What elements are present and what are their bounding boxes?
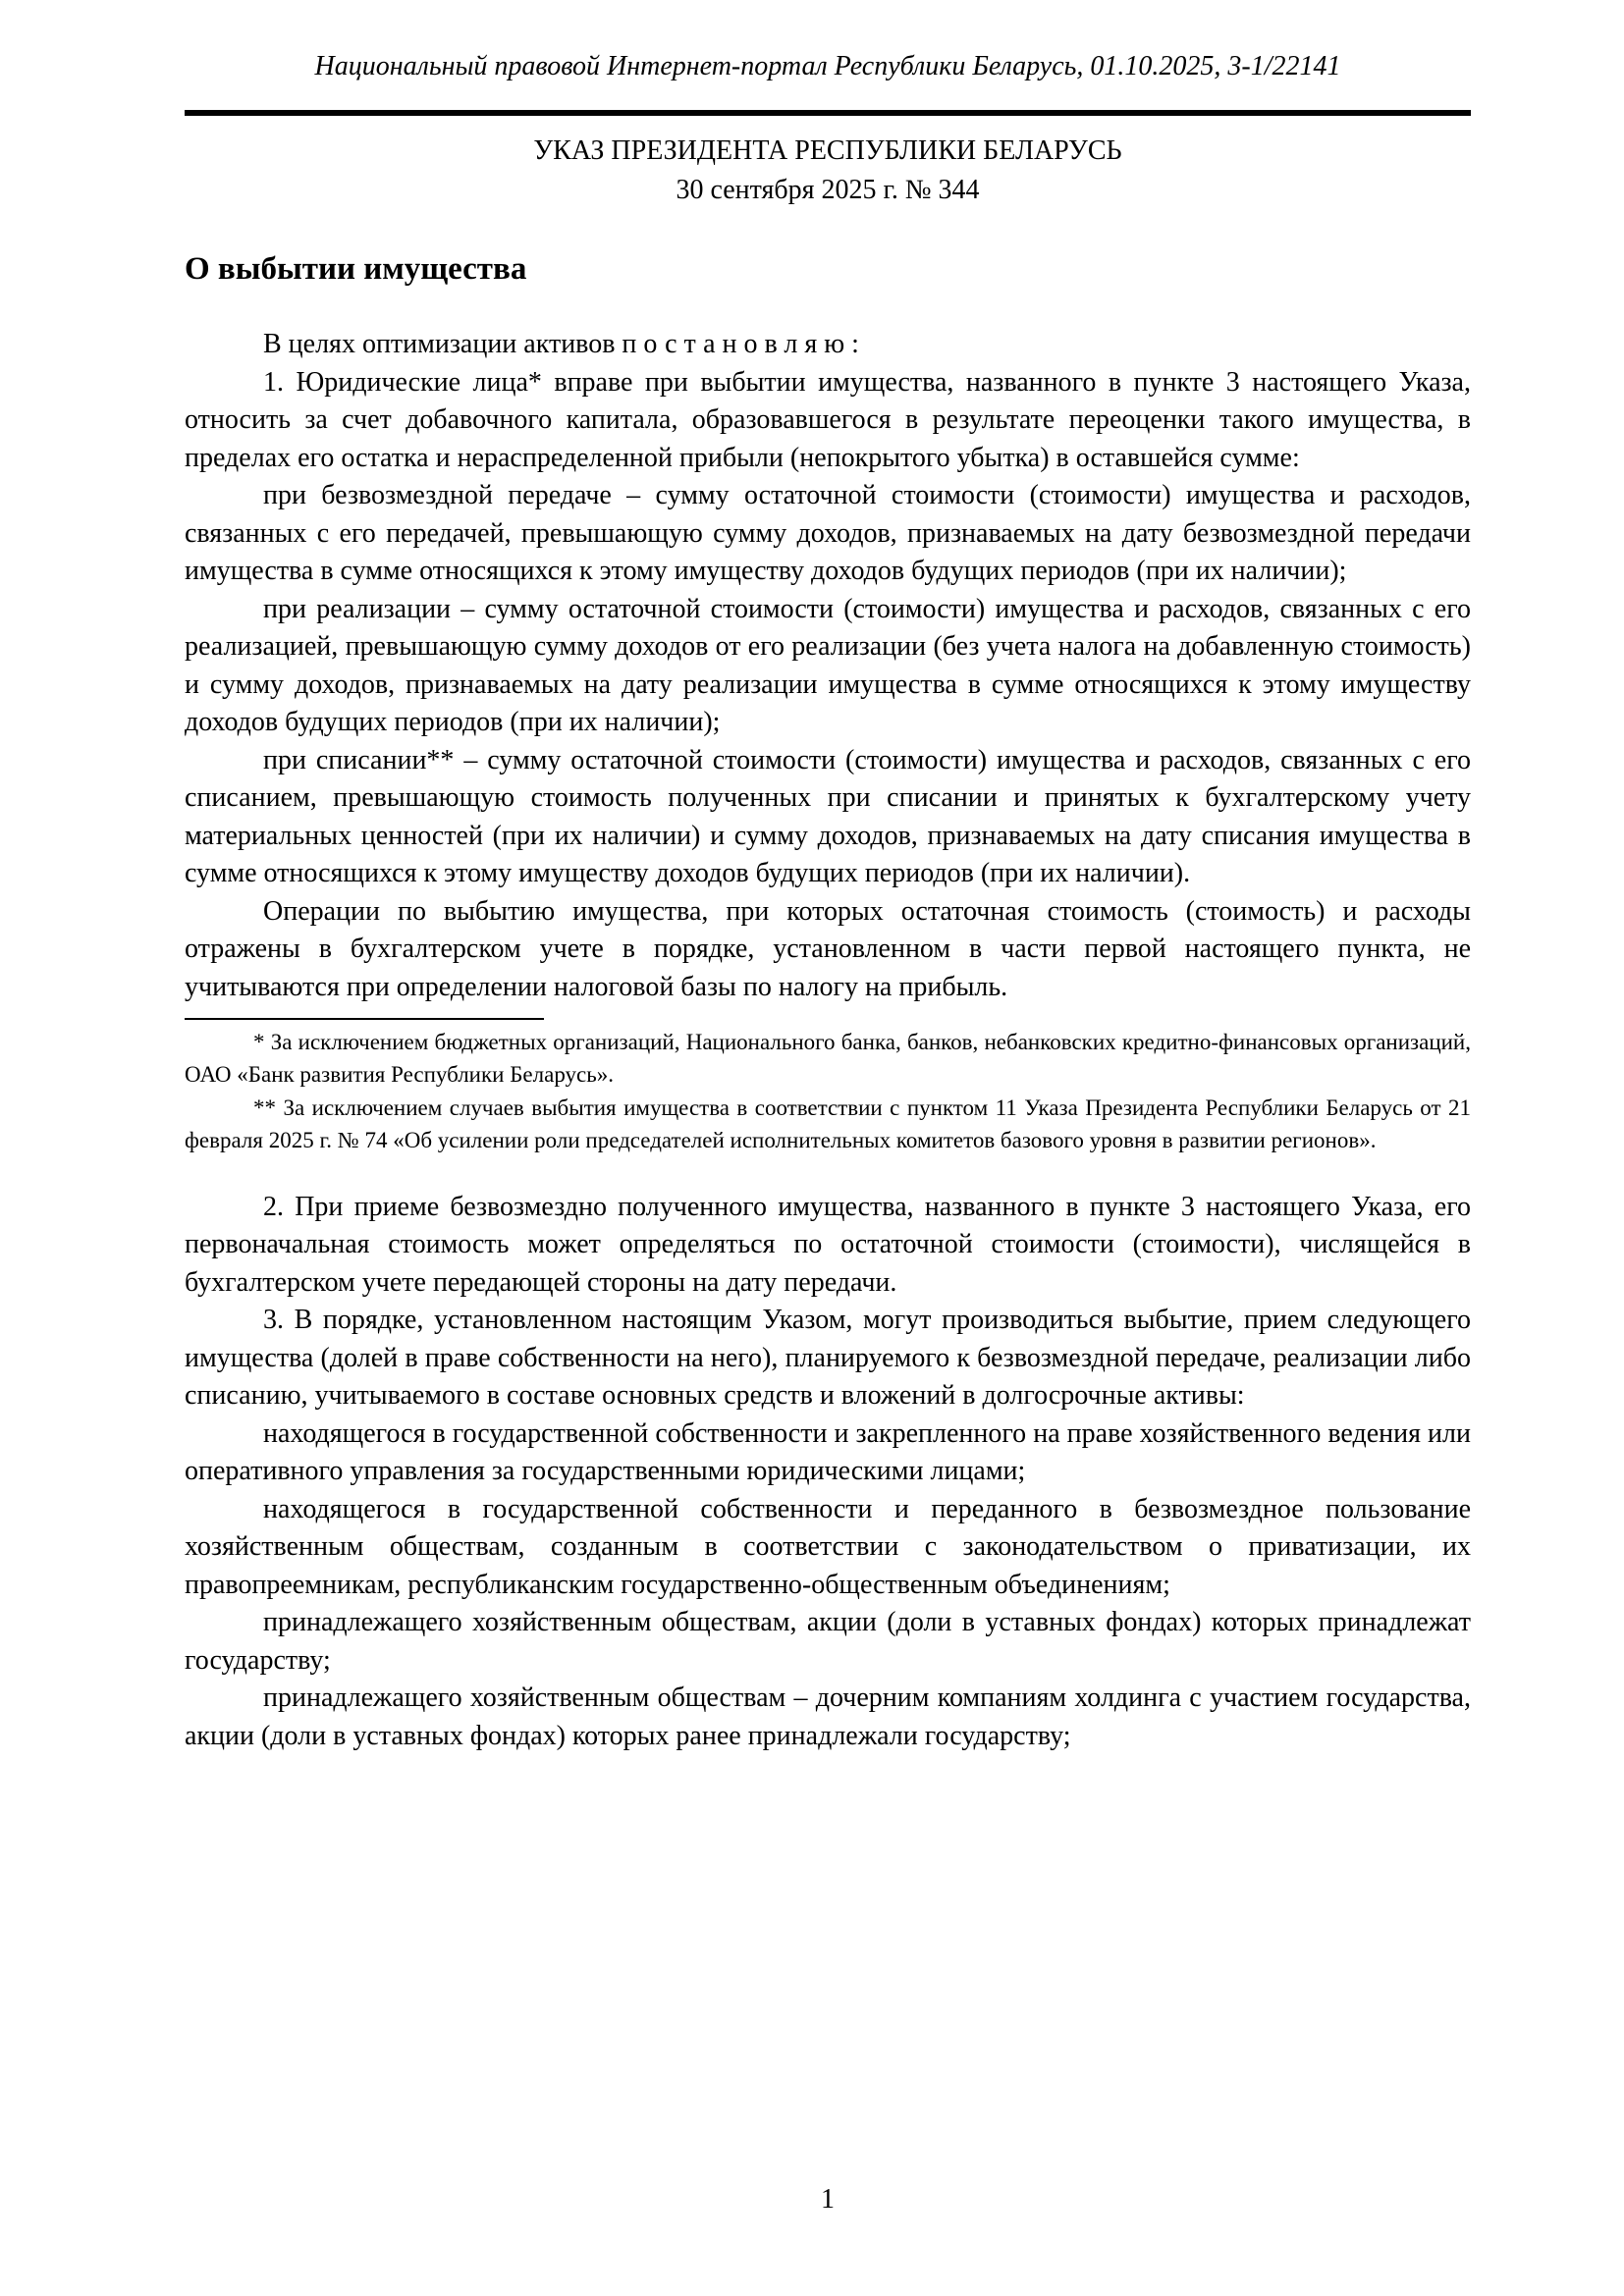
decree-heading: УКАЗ ПРЕЗИДЕНТА РЕСПУБЛИКИ БЕЛАРУСЬ [533, 135, 1122, 166]
body-paragraph: при реализации – сумму остаточной стоимости (стоимости) имущества и расходов, связанных с его реализацией, превышающую сумму доходов от его реализации (без учета налога на добавленную стоимость) и сумму доходов, признаваемых на дату реализации имущества в сумме относящихся к этому имуществу доходов будущих периодов (при их наличии); [185, 593, 1471, 737]
page-number: 1 [821, 2184, 835, 2215]
intro-spaced-word: постановляю: [622, 329, 866, 359]
document-title: О выбытии имущества [185, 251, 527, 287]
footnote-separator [185, 1018, 544, 1020]
body-paragraph: 3. В порядке, установленном настоящим Указом, могут производиться выбытие, прием следующего имущества (долей в праве собственности на него), планируемого к безвозмездной передаче, реализации либо списанию, учитываемого в составе основных средств и вложений в долгосрочные активы: [185, 1305, 1471, 1412]
masthead: Национальный правовой Интернет-портал Республики Беларусь, 01.10.2025, 3-1/22141 [314, 51, 1341, 81]
decree-date-number: 30 сентября 2025 г. № 344 [676, 175, 980, 205]
body-paragraph-intro [185, 326, 1471, 364]
body-text [185, 326, 1471, 1755]
body-paragraph: при списании** – сумму остаточной стоимости (стоимости) имущества и расходов, связанных с его списанием, превышающую стоимость полученных при списании и принятых к бухгалтерскому учету материальных ценностей (при их наличии) и сумму доходов, признаваемых на дату списания имущества в сумме относящихся к этому имуществу доходов будущих периодов (при их наличии). [185, 744, 1471, 888]
body-paragraph: принадлежащего хозяйственным обществам, акции (доли в уставных фондах) которых принадлежат государству; [185, 1607, 1471, 1676]
masthead-rule [185, 110, 1471, 116]
body-paragraph: 2. При приеме безвозмездно полученного имущества, названного в пункте 3 настоящего Указа, его первоначальная стоимость может определяться по остаточной стоимости (стоимости), числящейся в бухгалтерском учете передающей стороны на дату передачи. [185, 1191, 1471, 1298]
body-paragraph: находящегося в государственной собственности и закрепленного на праве хозяйственного ведения или оперативного управления за государственными юридическими лицами; [185, 1417, 1471, 1487]
footnote: ** За исключением случаев выбытия имущества в соответствии с пунктом 11 Указа Президента Республики Беларусь от 21 февраля 2025 г. № 74 «Об усилении роли председателей исполнительных комитетов базового уровня в развитии регионов». [185, 1095, 1471, 1153]
body-paragraph: 1. Юридические лица* вправе при выбытии имущества, названного в пункте 3 настоящего Указа, относить за счет добавочного капитала, образовавшегося в результате переоценки такого имущества, в пределах его остатка и нераспределенной прибыли (непокрытого убытка) в оставшейся сумме: [185, 366, 1471, 473]
body-paragraph: находящегося в государственной собственности и переданного в безвозмездное пользование хозяйственным обществам, созданным в соответствии с законодательством о приватизации, их правопреемникам, республиканским государственно-общественным объединениям; [185, 1493, 1471, 1600]
body-paragraph: при безвозмездной передаче – сумму остаточной стоимости (стоимости) имущества и расходов, связанных с его передачей, превышающую сумму доходов, признаваемых на дату безвозмездной передачи имущества в сумме относящихся к этому имуществу доходов будущих периодов (при их наличии); [185, 480, 1471, 586]
body-paragraph: принадлежащего хозяйственным обществам – дочерним компаниям холдинга с участием государства, акции (доли в уставных фондах) которых ранее принадлежали государству; [185, 1682, 1471, 1751]
footnote: * За исключением бюджетных организаций, Национального банка, банков, небанковских кредитно-финансовых организаций, ОАО «Банк развития Республики Беларусь». [185, 1030, 1471, 1088]
intro-lead: В целях оптимизации активов [263, 329, 623, 359]
body-paragraph: Операции по выбытию имущества, при которых остаточная стоимость (стоимость) и расходы отражены в бухгалтерском учете в порядке, установленном в части первой настоящего пункта, не учитываются при определении налоговой базы по налогу на прибыль. [185, 895, 1471, 1002]
